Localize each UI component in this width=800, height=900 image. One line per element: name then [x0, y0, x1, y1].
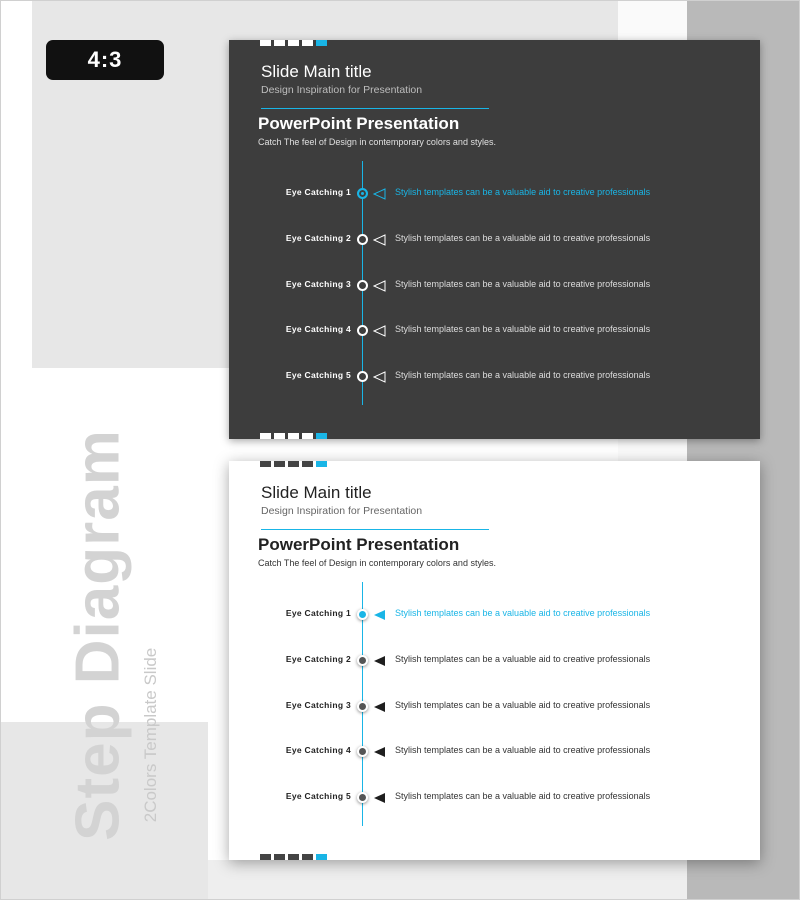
square-marker [260, 433, 271, 439]
slide-bottom-squares [260, 433, 327, 439]
square-marker [288, 40, 299, 46]
step-row [229, 183, 760, 203]
slide-bottom-squares [260, 854, 327, 860]
square-marker [260, 854, 271, 860]
accent-divider [261, 529, 489, 530]
presentation-subtitle: Catch The feel of Design in contemporary colors and styles. [258, 558, 496, 568]
slide-main-subtitle: Design Inspiration for Presentation [261, 84, 423, 96]
square-marker [274, 461, 285, 467]
slide-preview-dark [229, 40, 760, 439]
step-label: Eye Catching 1 [285, 187, 351, 197]
slide-main-subtitle: Design Inspiration for Presentation [261, 505, 423, 517]
step-dot-icon [357, 701, 368, 712]
step-description: Stylish templates can be a valuable aid to creative professionals [395, 370, 651, 380]
presentation-title: PowerPoint Presentation [258, 535, 460, 554]
step-label: Eye Catching 1 [285, 608, 351, 618]
step-description: Stylish templates can be a valuable aid to creative professionals [395, 324, 651, 335]
step-row [229, 696, 760, 716]
square-marker [302, 433, 313, 439]
step-description: Stylish templates can be a valuable aid to creative professionals [395, 608, 651, 618]
square-marker [288, 854, 299, 860]
triangle-pointer-icon [373, 279, 386, 291]
presentation-subtitle: Catch The feel of Design in contemporary colors and styles. [258, 137, 496, 147]
slide-top-squares [260, 40, 327, 46]
square-marker [302, 854, 313, 860]
triangle-pointer-icon [373, 370, 386, 382]
square-marker [274, 40, 285, 46]
step-description: Stylish templates can be a valuable aid to creative professionals [395, 232, 651, 243]
square-marker [302, 40, 313, 46]
step-label: Eye Catching 2 [285, 232, 351, 243]
step-description: Stylish templates can be a valuable aid to creative professionals [395, 791, 651, 801]
slide-top-squares [260, 461, 327, 467]
step-description: Stylish templates can be a valuable aid to creative professionals [395, 187, 651, 197]
triangle-pointer-icon [373, 700, 386, 712]
triangle-pointer-icon [373, 233, 386, 245]
step-dot-icon [357, 371, 368, 382]
side-title: Step Diagram [63, 429, 133, 841]
square-marker [260, 461, 271, 467]
step-dot-icon [357, 655, 368, 666]
step-label: Eye Catching 3 [285, 278, 351, 289]
square-marker [288, 433, 299, 439]
step-row [229, 787, 760, 807]
step-row [229, 650, 760, 670]
background-panel-bottom [208, 860, 687, 900]
triangle-pointer-icon [373, 654, 386, 666]
step-dot-icon [357, 188, 368, 199]
step-row [229, 741, 760, 761]
step-label: Eye Catching 5 [285, 791, 351, 801]
square-marker [288, 461, 299, 467]
square-marker-accent [316, 461, 327, 467]
step-dot-icon [357, 280, 368, 291]
step-description: Stylish templates can be a valuable aid to creative professionals [395, 278, 651, 289]
triangle-pointer-icon [373, 791, 386, 803]
triangle-pointer-icon [373, 608, 386, 620]
slide-main-title: Slide Main title [261, 62, 372, 81]
slide-main-title: Slide Main title [261, 483, 372, 502]
step-description: Stylish templates can be a valuable aid to creative professionals [395, 653, 651, 664]
step-label: Eye Catching 2 [285, 653, 351, 664]
accent-divider [261, 108, 489, 109]
square-marker [274, 433, 285, 439]
step-dot-icon [357, 325, 368, 336]
square-marker-accent [316, 40, 327, 46]
square-marker [274, 854, 285, 860]
step-dot-icon [357, 609, 368, 620]
step-row [229, 366, 760, 386]
square-marker [302, 461, 313, 467]
square-marker-accent [316, 433, 327, 439]
triangle-pointer-icon [373, 324, 386, 336]
square-marker [260, 40, 271, 46]
step-dot-icon [357, 746, 368, 757]
triangle-pointer-icon [373, 745, 386, 757]
step-label: Eye Catching 4 [285, 324, 351, 335]
square-marker-accent [316, 854, 327, 860]
step-description: Stylish templates can be a valuable aid to creative professionals [395, 745, 651, 756]
step-description: Stylish templates can be a valuable aid to creative professionals [395, 699, 651, 710]
triangle-pointer-icon [373, 187, 386, 199]
step-dot-icon [357, 234, 368, 245]
step-row [229, 275, 760, 295]
step-row [229, 229, 760, 249]
step-row [229, 320, 760, 340]
aspect-ratio-badge: 4:3 [46, 40, 164, 80]
step-label: Eye Catching 4 [285, 745, 351, 756]
presentation-title: PowerPoint Presentation [258, 114, 460, 133]
side-subtitle: 2Colors Template Slide [141, 647, 160, 823]
slide-preview-light [229, 461, 760, 860]
step-label: Eye Catching 3 [285, 699, 351, 710]
step-row [229, 604, 760, 624]
step-dot-icon [357, 792, 368, 803]
step-label: Eye Catching 5 [285, 370, 351, 380]
